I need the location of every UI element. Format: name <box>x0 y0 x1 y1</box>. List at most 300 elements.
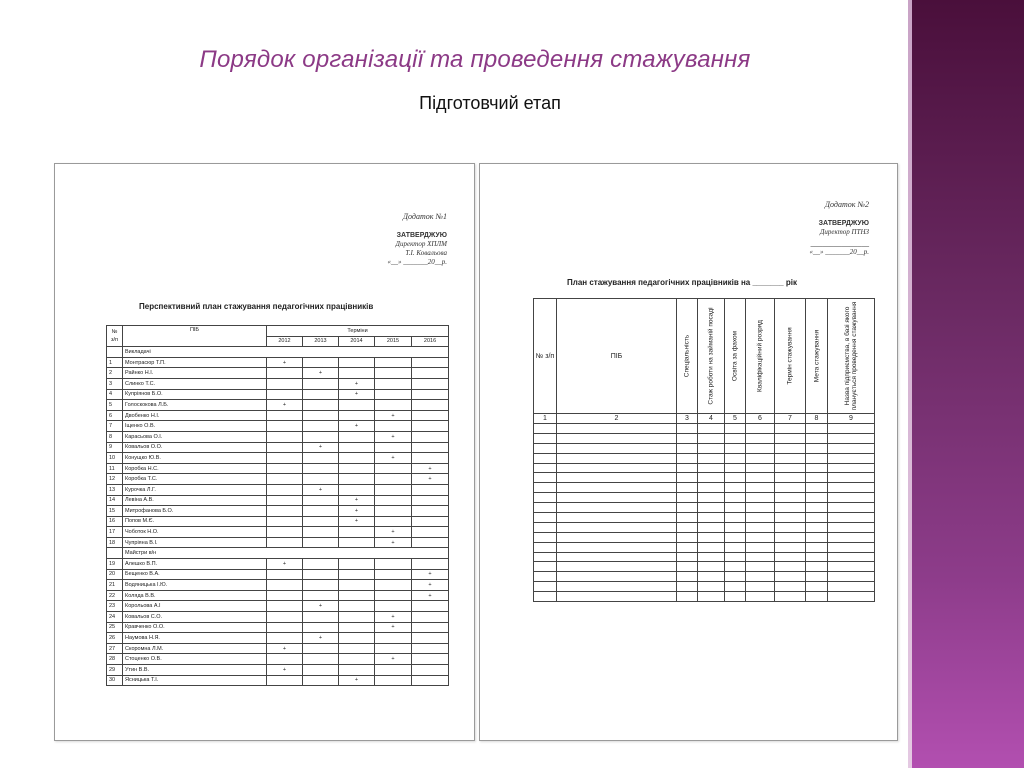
blank-row <box>534 532 875 542</box>
year-cell <box>303 537 339 548</box>
employee-name: Коробка Н.С. <box>123 463 267 474</box>
row-number: 12 <box>107 474 123 485</box>
year-cell <box>339 527 375 538</box>
year-cell <box>303 590 339 601</box>
employee-name: Бещенко В.А. <box>123 569 267 580</box>
year-cell <box>267 675 303 686</box>
blank-cell <box>746 443 775 453</box>
blank-cell <box>698 424 725 434</box>
blank-cell <box>534 473 557 483</box>
year-cell <box>267 474 303 485</box>
doc2-approve-label: ЗАТВЕРДЖУЮ <box>818 220 869 227</box>
year-cell: + <box>375 453 412 464</box>
year-cell <box>303 431 339 442</box>
blank-cell <box>775 443 806 453</box>
year-cell: + <box>339 506 375 517</box>
blank-row <box>534 473 875 483</box>
doc2-date: «__» _______20__р. <box>809 248 869 256</box>
blank-cell <box>698 463 725 473</box>
blank-cell <box>828 572 875 582</box>
appendix-1-document <box>54 163 475 741</box>
column-header <box>775 299 806 414</box>
table-row <box>107 368 449 379</box>
row-number: 27 <box>107 643 123 654</box>
blank-cell <box>557 443 677 453</box>
group-label: Майстри в/н <box>123 548 449 559</box>
blank-cell <box>725 443 746 453</box>
blank-cell <box>746 424 775 434</box>
row-number: 11 <box>107 463 123 474</box>
year-cell <box>375 442 412 453</box>
blank-cell <box>725 542 746 552</box>
blank-cell <box>746 572 775 582</box>
year-cell <box>412 368 449 379</box>
employee-name: Скоромна Л.М. <box>123 643 267 654</box>
year-cell <box>267 368 303 379</box>
row-number: 24 <box>107 612 123 623</box>
year-cell <box>412 421 449 432</box>
year-cell: + <box>339 389 375 400</box>
table-row <box>107 474 449 485</box>
blank-cell <box>725 592 746 602</box>
row-number: 18 <box>107 537 123 548</box>
blank-cell <box>534 443 557 453</box>
year-cell <box>303 643 339 654</box>
year-cell: + <box>267 400 303 411</box>
year-cell <box>339 665 375 676</box>
table-row <box>107 590 449 601</box>
blank-cell <box>725 513 746 523</box>
year-cell <box>267 654 303 665</box>
blank-cell <box>698 532 725 542</box>
year-cell <box>412 484 449 495</box>
year-cell <box>375 559 412 570</box>
year-cell: + <box>375 622 412 633</box>
year-cell <box>412 495 449 506</box>
table-row <box>107 643 449 654</box>
year-cell <box>375 368 412 379</box>
table-row <box>107 622 449 633</box>
year-cell <box>267 633 303 644</box>
blank-cell <box>534 433 557 443</box>
year-cell <box>303 453 339 464</box>
blank-cell <box>828 473 875 483</box>
blank-cell <box>698 433 725 443</box>
doc1-appendix-label: Додаток №1 <box>402 212 447 221</box>
year-cell <box>412 516 449 527</box>
doc1-date: «__» _______20__р. <box>387 258 447 266</box>
row-number: 2 <box>107 368 123 379</box>
blank-row <box>534 483 875 493</box>
blank-cell <box>698 552 725 562</box>
year-cell <box>339 590 375 601</box>
year-cell <box>412 527 449 538</box>
year-header: 2014 <box>339 336 375 347</box>
column-header-text: Термін стажування <box>786 327 794 385</box>
year-cell <box>339 559 375 570</box>
perspective-plan-table <box>106 325 449 686</box>
year-cell: + <box>339 516 375 527</box>
table-row <box>107 378 449 389</box>
year-cell <box>267 612 303 623</box>
group-row <box>107 548 449 559</box>
year-cell <box>375 643 412 654</box>
blank-cell <box>698 572 725 582</box>
row-number: 10 <box>107 453 123 464</box>
column-header: № з/п <box>534 299 557 414</box>
column-header <box>806 299 828 414</box>
year-cell <box>303 378 339 389</box>
year-cell <box>412 643 449 654</box>
blank-cell <box>725 572 746 582</box>
employee-name: Коробка Т.С. <box>123 474 267 485</box>
blank-cell <box>534 483 557 493</box>
year-cell: + <box>375 537 412 548</box>
year-cell <box>375 495 412 506</box>
column-number: 7 <box>775 414 806 424</box>
employee-name: Слинко Т.С. <box>123 378 267 389</box>
blank-cell <box>828 424 875 434</box>
year-cell <box>267 569 303 580</box>
blank-row <box>534 493 875 503</box>
column-number: 3 <box>677 414 698 424</box>
year-cell <box>412 378 449 389</box>
blank-cell <box>677 572 698 582</box>
year-cell <box>303 357 339 368</box>
year-cell: + <box>303 368 339 379</box>
employee-name: Стоценко О.В. <box>123 654 267 665</box>
year-cell: + <box>375 431 412 442</box>
year-cell <box>412 612 449 623</box>
year-cell <box>267 580 303 591</box>
year-cell <box>303 400 339 411</box>
blank-cell <box>534 592 557 602</box>
blank-cell <box>725 424 746 434</box>
year-cell <box>303 580 339 591</box>
header-pib: ПІБ <box>123 326 267 347</box>
employee-name: Водяницька І.Ю. <box>123 580 267 591</box>
doc2-signature-line: _______________ <box>810 240 869 247</box>
year-cell <box>412 410 449 421</box>
year-cell <box>267 410 303 421</box>
blank-cell <box>725 433 746 443</box>
doc1-director: Директор ХПЛМ <box>395 240 447 248</box>
year-cell <box>267 622 303 633</box>
blank-cell <box>828 493 875 503</box>
blank-cell <box>775 572 806 582</box>
row-number: 14 <box>107 495 123 506</box>
blank-cell <box>746 493 775 503</box>
blank-cell <box>557 483 677 493</box>
table-row <box>107 569 449 580</box>
blank-cell <box>677 503 698 513</box>
blank-cell <box>775 453 806 463</box>
row-number: 9 <box>107 442 123 453</box>
blank-cell <box>828 542 875 552</box>
blank-cell <box>534 542 557 552</box>
column-header-text: Спеціальність <box>683 334 691 378</box>
blank-cell <box>698 503 725 513</box>
year-cell <box>303 474 339 485</box>
table-row <box>107 484 449 495</box>
blank-cell <box>828 522 875 532</box>
blank-cell <box>775 592 806 602</box>
year-cell <box>303 612 339 623</box>
year-cell <box>303 421 339 432</box>
row-number: 7 <box>107 421 123 432</box>
blank-cell <box>775 424 806 434</box>
year-cell: + <box>375 612 412 623</box>
blank-cell <box>828 463 875 473</box>
employee-name: Райнко Н.І. <box>123 368 267 379</box>
blank-cell <box>725 532 746 542</box>
doc1-approve-label: ЗАТВЕРДЖУЮ <box>396 232 447 239</box>
blank-cell <box>725 522 746 532</box>
doc2-approval-block <box>810 200 870 257</box>
table-row <box>107 410 449 421</box>
year-cell <box>339 601 375 612</box>
column-header <box>698 299 725 414</box>
year-cell <box>303 622 339 633</box>
blank-cell <box>828 453 875 463</box>
year-cell <box>267 506 303 517</box>
blank-cell <box>775 463 806 473</box>
blank-cell <box>534 582 557 592</box>
column-header <box>828 299 875 414</box>
blank-row <box>534 453 875 463</box>
blank-cell <box>534 522 557 532</box>
year-cell <box>375 378 412 389</box>
year-header: 2013 <box>303 336 339 347</box>
year-cell <box>412 389 449 400</box>
table-row <box>107 537 449 548</box>
year-cell <box>412 622 449 633</box>
blank-cell <box>534 463 557 473</box>
employee-name: Конущко Ю.В. <box>123 453 267 464</box>
column-header-text: Стаж роботи на займаній посаді <box>707 307 715 405</box>
blank-row <box>534 572 875 582</box>
blank-cell <box>746 562 775 572</box>
year-cell: + <box>412 569 449 580</box>
blank-cell <box>746 522 775 532</box>
year-cell <box>375 580 412 591</box>
year-cell <box>339 537 375 548</box>
employee-name: Чупріяна В.І. <box>123 537 267 548</box>
blank-cell <box>725 552 746 562</box>
blank-cell <box>677 443 698 453</box>
doc1-title: Перспективний план стажування педагогічних працівників <box>139 302 374 311</box>
column-header-text: Кваліфікаційний розряд <box>756 320 764 392</box>
employee-name: Утин В.В. <box>123 665 267 676</box>
column-header <box>746 299 775 414</box>
blank-cell <box>746 503 775 513</box>
column-number: 5 <box>725 414 746 424</box>
staffing-plan-table <box>533 298 875 602</box>
year-cell: + <box>412 580 449 591</box>
blank-cell <box>677 552 698 562</box>
blank-cell <box>746 473 775 483</box>
blank-row <box>534 542 875 552</box>
year-cell <box>339 463 375 474</box>
blank-cell <box>775 562 806 572</box>
year-cell <box>375 516 412 527</box>
year-cell <box>375 421 412 432</box>
row-number: 4 <box>107 389 123 400</box>
blank-cell <box>746 582 775 592</box>
blank-cell <box>806 473 828 483</box>
blank-cell <box>828 503 875 513</box>
blank-cell <box>806 513 828 523</box>
year-cell <box>412 633 449 644</box>
blank-cell <box>746 592 775 602</box>
employee-name: Ясницька Т.І. <box>123 675 267 686</box>
blank-cell <box>775 503 806 513</box>
blank-cell <box>806 483 828 493</box>
year-cell <box>375 357 412 368</box>
blank-cell <box>557 463 677 473</box>
year-cell <box>339 612 375 623</box>
blank-cell <box>557 433 677 443</box>
year-cell <box>339 643 375 654</box>
row-number: 21 <box>107 580 123 591</box>
year-cell <box>339 453 375 464</box>
year-cell <box>303 559 339 570</box>
blank-cell <box>677 542 698 552</box>
employee-name: Іщенко О.В. <box>123 421 267 432</box>
blank-cell <box>698 513 725 523</box>
blank-cell <box>746 463 775 473</box>
row-number: 25 <box>107 622 123 633</box>
employee-name: Левіна А.В. <box>123 495 267 506</box>
blank-cell <box>775 542 806 552</box>
year-cell: + <box>303 633 339 644</box>
year-cell: + <box>303 601 339 612</box>
table-row <box>107 559 449 570</box>
row-number: 6 <box>107 410 123 421</box>
blank-cell <box>677 532 698 542</box>
table-row <box>107 442 449 453</box>
year-cell <box>303 569 339 580</box>
header-num: № з/п <box>107 326 123 347</box>
column-number: 6 <box>746 414 775 424</box>
blank-cell <box>806 463 828 473</box>
year-cell <box>303 675 339 686</box>
blank-cell <box>534 424 557 434</box>
blank-cell <box>775 433 806 443</box>
blank-cell <box>557 503 677 513</box>
year-cell <box>412 442 449 453</box>
blank-cell <box>806 493 828 503</box>
table-row <box>107 453 449 464</box>
year-cell <box>267 442 303 453</box>
year-cell <box>339 633 375 644</box>
year-cell <box>339 357 375 368</box>
employee-name: Карасьова О.І. <box>123 431 267 442</box>
column-number: 2 <box>557 414 677 424</box>
blank-cell <box>557 572 677 582</box>
blank-cell <box>806 572 828 582</box>
year-cell <box>303 495 339 506</box>
blank-cell <box>677 562 698 572</box>
row-number: 1 <box>107 357 123 368</box>
year-cell <box>375 569 412 580</box>
year-cell <box>303 516 339 527</box>
year-cell <box>267 527 303 538</box>
year-cell: + <box>412 463 449 474</box>
table-row <box>107 463 449 474</box>
blank-cell <box>557 522 677 532</box>
row-number: 13 <box>107 484 123 495</box>
blank-cell <box>725 503 746 513</box>
doc1-director-name: Т.І. Ковальова <box>405 249 447 257</box>
table-row <box>107 601 449 612</box>
blank-cell <box>725 453 746 463</box>
blank-cell <box>698 443 725 453</box>
blank-cell <box>828 532 875 542</box>
row-number: 17 <box>107 527 123 538</box>
year-cell <box>375 675 412 686</box>
blank-cell <box>677 522 698 532</box>
table-row <box>107 421 449 432</box>
year-cell: + <box>267 559 303 570</box>
column-header-text: Мета стажування <box>813 329 820 383</box>
column-number: 9 <box>828 414 875 424</box>
blank-cell <box>557 542 677 552</box>
column-header <box>677 299 698 414</box>
year-cell <box>412 601 449 612</box>
year-cell: + <box>375 410 412 421</box>
blank-cell <box>557 532 677 542</box>
year-cell <box>375 590 412 601</box>
year-cell <box>375 506 412 517</box>
table-row <box>107 654 449 665</box>
blank-cell <box>534 513 557 523</box>
blank-row <box>534 513 875 523</box>
column-header-text: Назва підприємства, в базі якого планується проведення стажування <box>844 301 858 411</box>
column-number: 4 <box>698 414 725 424</box>
blank-row <box>534 433 875 443</box>
blank-cell <box>746 552 775 562</box>
blank-cell <box>806 453 828 463</box>
employee-name: Купріянов Б.О. <box>123 389 267 400</box>
row-number: 28 <box>107 654 123 665</box>
slide-title: Порядок організації та проведення стажування <box>199 46 751 73</box>
blank-cell <box>557 592 677 602</box>
blank-cell <box>534 532 557 542</box>
blank-cell <box>806 562 828 572</box>
table-row <box>107 633 449 644</box>
column-header <box>725 299 746 414</box>
table-row <box>107 580 449 591</box>
doc2-director: Директор ПТНЗ <box>819 228 869 236</box>
year-cell <box>375 633 412 644</box>
blank-cell <box>698 562 725 572</box>
year-cell: + <box>303 484 339 495</box>
blank-cell <box>698 542 725 552</box>
year-header: 2016 <box>412 336 449 347</box>
row-number: 8 <box>107 431 123 442</box>
blank-row <box>534 592 875 602</box>
blank-cell <box>677 592 698 602</box>
year-cell <box>267 537 303 548</box>
table-row <box>107 527 449 538</box>
blank-row <box>534 582 875 592</box>
employee-name: Корольова А.І <box>123 601 267 612</box>
year-cell <box>412 665 449 676</box>
year-cell <box>375 400 412 411</box>
blank-cell <box>828 592 875 602</box>
blank-cell <box>828 562 875 572</box>
